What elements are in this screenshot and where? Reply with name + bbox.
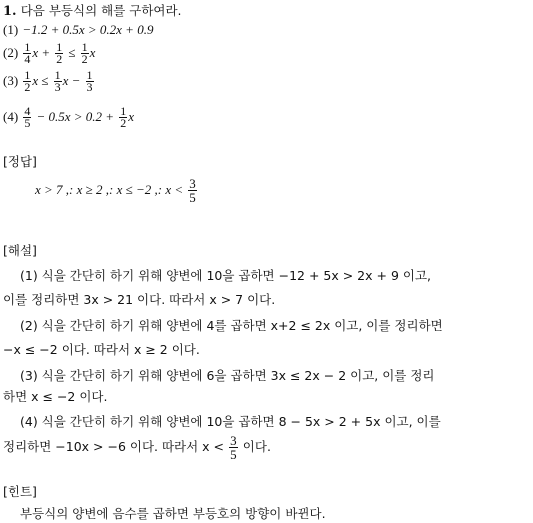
explanation-4-line-1: (4) 식을 간단히 하기 위해 양변에 10을 곱하면 8 − 5x > 2 + 5x 이고, 이를 [20, 414, 441, 429]
expression-part: x [128, 109, 134, 124]
hint-heading: [힌트] [3, 484, 37, 499]
expression-part: x [89, 45, 96, 60]
fraction: $\frac{1}{2}$ [120, 104, 127, 130]
fraction: $\frac{1}{3}$ [86, 68, 93, 94]
item-label: (3) [3, 73, 19, 88]
item-label: (1) [3, 22, 19, 37]
operator: ≤ [68, 45, 76, 60]
item-label: (4) [3, 109, 19, 124]
problem-title-row [3, 3, 182, 20]
explanation-4-line-2-row [3, 432, 271, 463]
fraction: $\frac{1}{2}$ [56, 40, 63, 66]
item-label: (2) [3, 45, 19, 60]
explanation-3-line-1: (3) 식을 간단히 하기 위해 양변에 6을 곱하면 3x ≤ 2x − 2 이고, 이를 정리 [20, 368, 435, 383]
fraction: $\frac{1}{2}$ [81, 40, 88, 66]
answer-line [35, 175, 198, 206]
problem-item-4 [3, 104, 134, 131]
fraction: $\frac{1}{3}$ [54, 68, 61, 94]
item-expression: −1.2 + 0.5x > 0.2x + 0.9 [22, 22, 154, 37]
explanation-4-line-2: 정리하면 −10x > −6 이다. 따라서 x < [3, 439, 225, 454]
problem-item-2 [3, 40, 95, 67]
expression-part: x + [32, 45, 51, 60]
explanation-3-line-2: 하면 x ≤ −2 이다. [3, 389, 108, 404]
fraction: $\frac{1}{4}$ [24, 40, 31, 66]
explanation-2-line-2: −x ≤ −2 이다. 따라서 x ≥ 2 이다. [3, 342, 200, 357]
explanation-2-line-1: (2) 식을 간단히 하기 위해 양변에 4를 곱하면 x+2 ≤ 2x 이고, 이를 정리하면 [20, 318, 443, 333]
hint-text: 부등식의 양변에 음수를 곱하면 부등호의 방향이 바뀐다. [20, 506, 326, 521]
explanation-1-line-2: 이를 정리하면 3x > 21 이다. 따라서 x > 7 이다. [3, 292, 276, 307]
explanation-1-line-1: (1) 식을 간단히 하기 위해 양변에 10을 곱하면 −12 + 5x > 2x + 9 이고, [20, 268, 431, 283]
problem-item-3 [3, 68, 95, 95]
fraction: $\frac{3}{5}$ [189, 176, 196, 205]
fraction: $\frac{3}{5}$ [230, 433, 237, 462]
explanation-heading: [해설] [3, 243, 37, 258]
answer-text: x > 7 ,: x ≥ 2 ,: x ≤ −2 ,: x < [35, 182, 184, 197]
expression-part: x − [62, 73, 81, 88]
fraction: $\frac{1}{2}$ [24, 68, 31, 94]
problem-title: 다음 부등식의 해를 구하여라. [20, 3, 182, 18]
expression-part: − 0.5x > 0.2 + [36, 109, 115, 124]
problem-number: 1. [3, 4, 17, 19]
fraction: $\frac{4}{5}$ [24, 104, 31, 130]
answer-heading: [정답] [3, 154, 37, 169]
problem-item-1 [3, 22, 153, 39]
expression-part: x ≤ [32, 73, 49, 88]
explanation-4-tail: 이다. [242, 439, 271, 454]
